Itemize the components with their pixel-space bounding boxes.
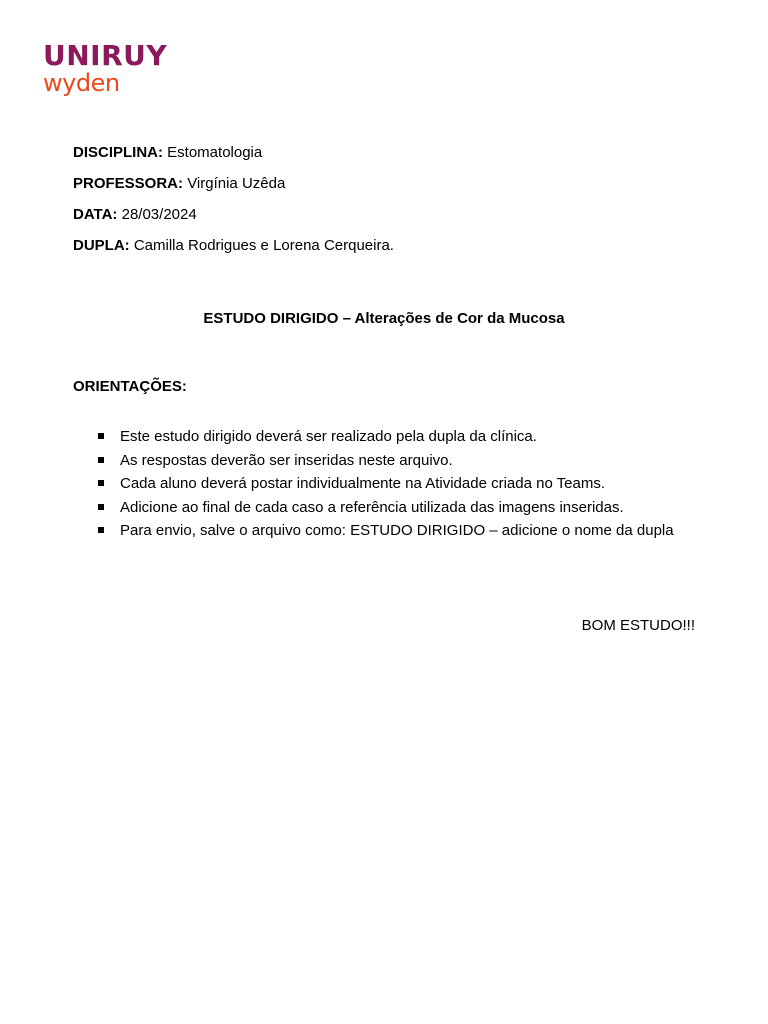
data-row (73, 203, 394, 234)
list-item (73, 425, 695, 449)
list-item-text: Para envio, salve o arquivo como: ESTUDO DIRIGIDO – adicione o nome da dupla (120, 522, 674, 539)
disciplina-row (73, 141, 394, 172)
professora-value: Virgínia Uzêda (187, 175, 286, 192)
square-bullet-icon (98, 433, 104, 439)
list-item (73, 519, 695, 543)
list-item (73, 472, 695, 496)
orientacoes-list (73, 425, 695, 543)
closing-text: BOM ESTUDO!!! (581, 617, 695, 634)
list-item-text: Cada aluno deverá postar individualmente na Atividade criada no Teams. (120, 475, 606, 492)
orientacoes-heading: ORIENTAÇÕES: (73, 378, 187, 395)
professora-label: PROFESSORA: (73, 175, 184, 192)
disciplina-value: Estomatologia (167, 144, 263, 161)
list-item-text: Este estudo dirigido deverá ser realizado pela dupla da clínica. (120, 428, 537, 445)
square-bullet-icon (98, 457, 104, 463)
dupla-row (73, 234, 394, 265)
square-bullet-icon (98, 504, 104, 510)
dupla-label: DUPLA: (73, 237, 130, 254)
logo-brand-text: UNIRUY (43, 39, 168, 72)
square-bullet-icon (98, 527, 104, 533)
list-item-text: Adicione ao final de cada caso a referência utilizada das imagens inseridas. (120, 498, 624, 516)
document-info (73, 141, 394, 265)
list-item (73, 449, 695, 473)
list-item-text: As respostas deverão ser inseridas neste arquivo. (120, 451, 453, 469)
list-item (73, 496, 695, 520)
professora-row (73, 172, 394, 203)
uniruy-wyden-logo (43, 40, 167, 96)
logo-sub-text: wyden (43, 69, 120, 97)
data-value: 28/03/2024 (121, 206, 197, 223)
data-label: DATA: (73, 206, 118, 223)
dupla-value: Camilla Rodrigues e Lorena Cerqueira. (133, 237, 394, 254)
document-title: ESTUDO DIRIGIDO – Alterações de Cor da Mucosa (203, 310, 565, 327)
disciplina-label: DISCIPLINA: (73, 144, 163, 161)
square-bullet-icon (98, 480, 104, 486)
